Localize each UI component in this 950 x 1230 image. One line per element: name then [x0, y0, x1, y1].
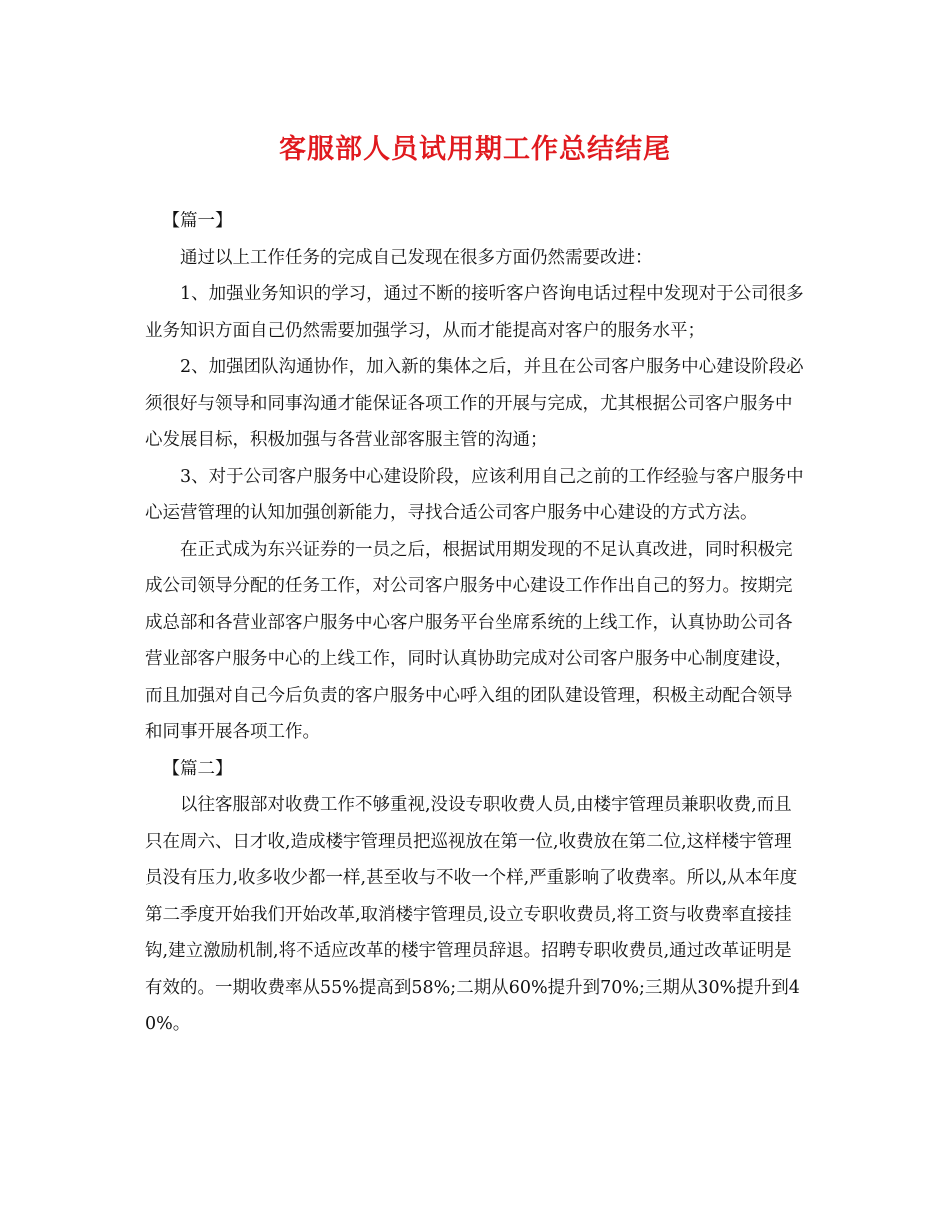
paragraph-intro: 通过以上工作任务的完成自己发现在很多方面仍然需要改进： — [180, 247, 653, 268]
document-body — [145, 203, 805, 1043]
paragraph-item-3: 3、对于公司客户服务中心建设阶段，应该利用自己之前的工作经验与客户服务中心运营管理的认知加强创新能力，寻找合适公司客户服务中心建设的方式方法。 — [145, 466, 804, 523]
paragraph-item-2: 2、加强团队沟通协作，加入新的集体之后，并且在公司客户服务中心建设阶段必须很好与领导和同事沟通才能保证各项工作的开展与完成，尤其根据公司客户服务中心发展目标，积极加强与各营业部客服主管的沟通； — [145, 357, 804, 450]
paragraph-fee-reform: 以往客服部对收费工作不够重视,没设专职收费人员,由楼宇管理员兼职收费,而且只在周六、日才收,造成楼宇管理员把巡视放在第一位,收费放在第二位,这样楼宇管理员没有压力,收多收少都一样,甚至收与不收一个样,严重影响了收费率。所以,从本年度第二季度开始我们开始改革,取消楼宇管理员,设立专职收费员,将工资与收费率直接挂钩,建立激励机制,将不适应改革的楼宇管理员辞退。招聘专职收费员,通过改革证明是有效的。一期收费率从55%提高到58%;二期从60%提升到70%;三期从30%提升到40%。 — [145, 795, 800, 1034]
section-heading-1: 【篇一】 — [162, 211, 233, 231]
document-title: 客服部人员试用期工作总结结尾 — [279, 134, 671, 165]
paragraph-plan: 在正式成为东兴证券的一员之后，根据试用期发现的不足认真改进，同时积极完成公司领导分配的任务工作，对公司客户服务中心建设工作作出自己的努力。按期完成总部和各营业部客户服务中心客户服务平台坐席系统的上线工作，认真协助公司各营业部客户服务中心的上线工作，同时认真协助完成对公司客户服务中心制度建设，而且加强对自己今后负责的客户服务中心呼入组的团队建设管理，积极主动配合领导和同事开展各项工作。 — [145, 539, 793, 742]
section-heading-2: 【篇二】 — [162, 758, 233, 779]
paragraph-item-1: 1、加强业务知识的学习，通过不断的接听客户咨询电话过程中发现对于公司很多业务知识方面自己仍然需要加强学习，从而才能提高对客户的服务水平； — [145, 284, 804, 341]
